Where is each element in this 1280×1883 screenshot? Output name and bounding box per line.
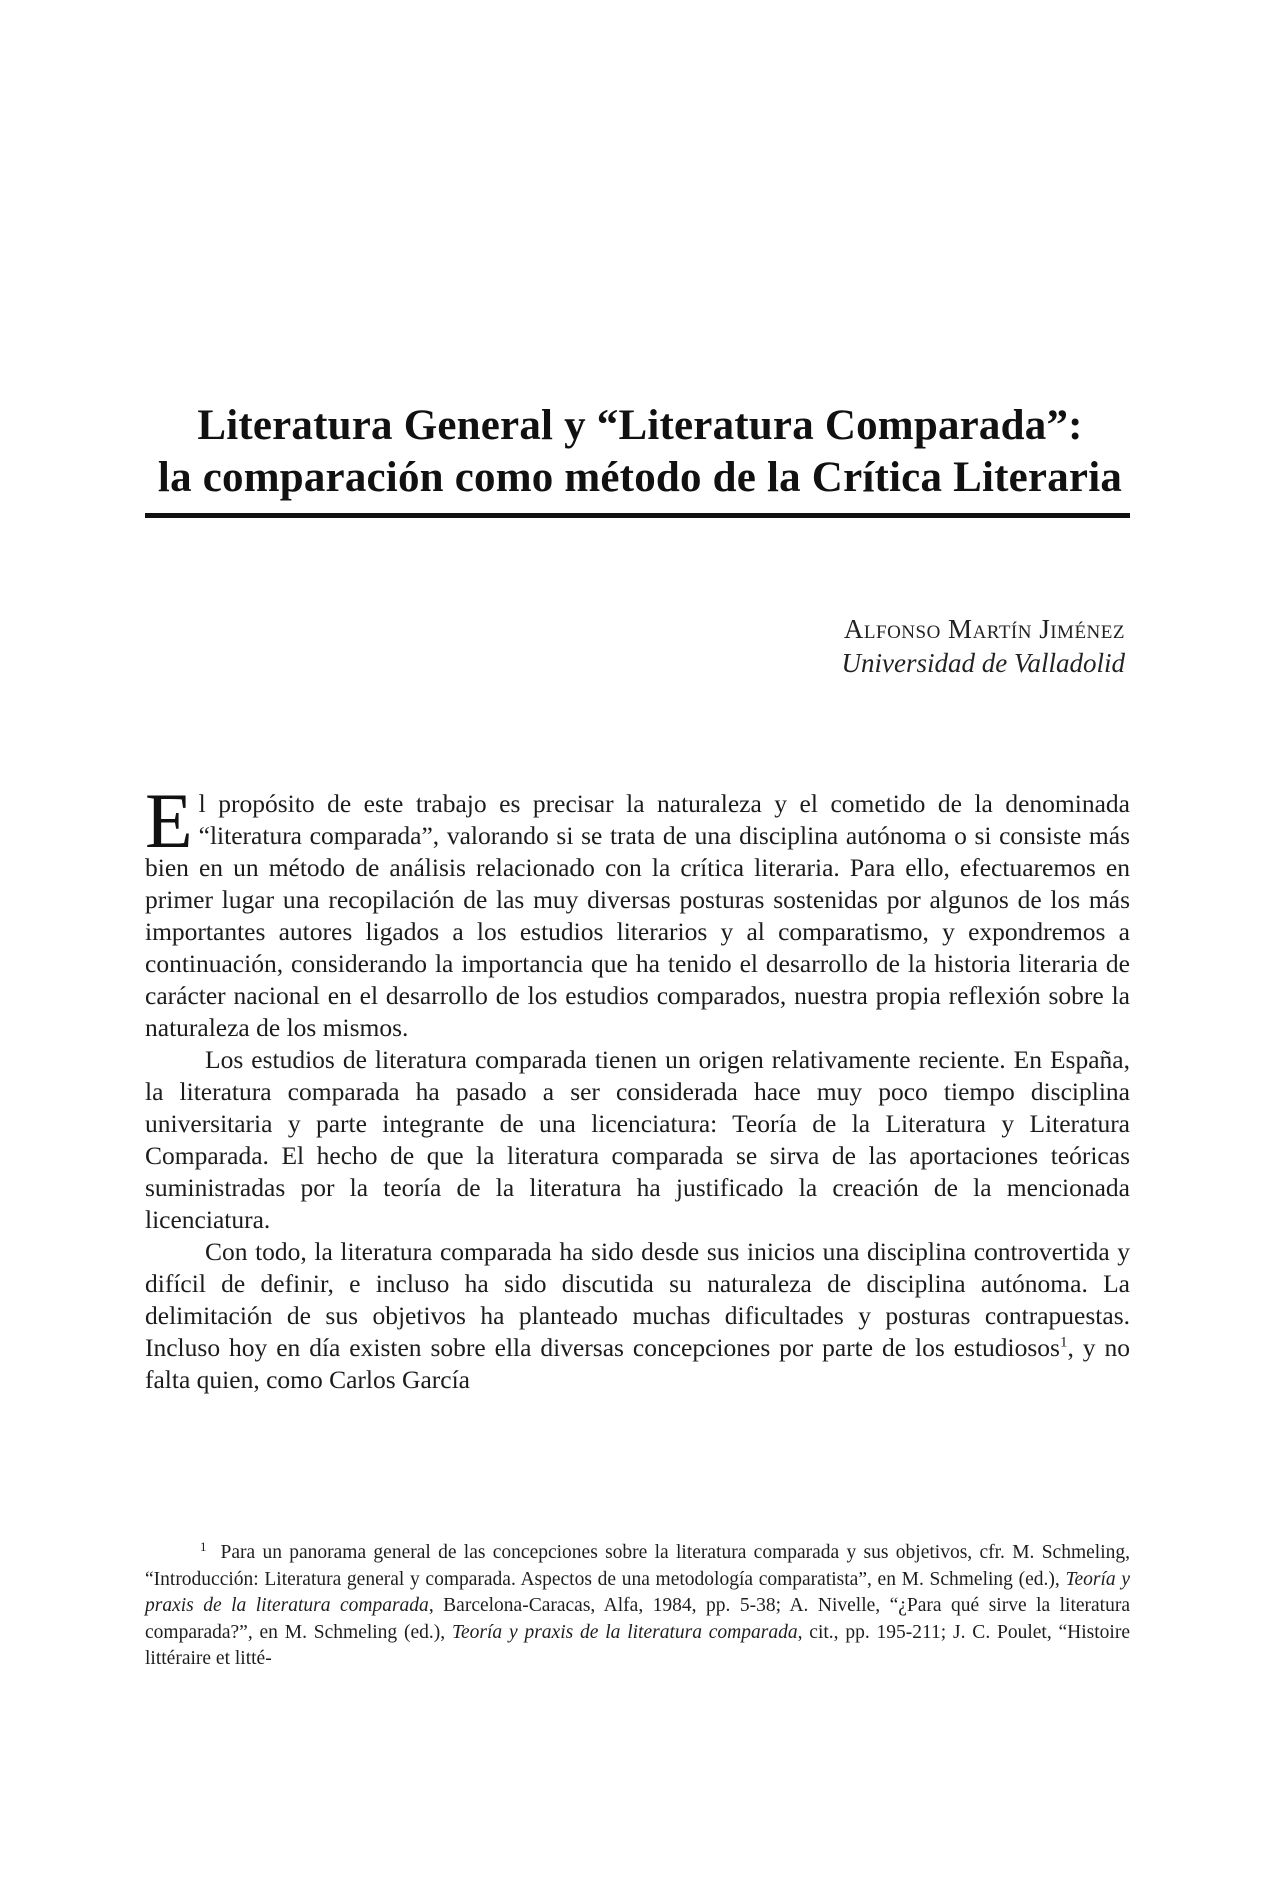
footnote-book-title-1: Teoría y praxis de la literatura comparada: [145, 1568, 1130, 1616]
title-line-1: Literatura General y “Literatura Comparada”:: [197, 402, 1083, 449]
title-divider: [145, 513, 1130, 518]
author-affiliation: Universidad de Valladolid: [841, 648, 1125, 678]
paragraph-3-text-b: , y no falta quien, como Carlos García: [145, 1333, 1130, 1394]
footnote-reference[interactable]: 1: [1059, 1334, 1068, 1351]
footnote-text-2: , Barcelona-Caracas, Alfa, 1984, pp. 5-38; A. Nivelle, “¿Para qué sirve la literatura comparada?”, en M. Schmeling (ed.),: [145, 1595, 1130, 1643]
paragraph-2: Los estudios de literatura comparada tienen un origen relativamente reciente. En España, la literatura comparada ha pasado a ser considerada hace muy poco tiempo disciplina universitaria y parte integrante de una licenciatura: Teoría de la Literatura y Literatura Comparada. El hecho de que la literatura comparada se sirva de las aportaciones teóricas suministradas por la teoría de la literatura ha justificado la creación de la mencionada licenciatura.: [145, 1045, 1130, 1234]
paragraph-1: [145, 777, 1130, 1044]
footnote: [145, 1540, 1130, 1673]
author-name: Alfonso Martín Jiménez: [843, 614, 1125, 644]
footnote-text-3: , cit., pp. 195-211; J. C. Poulet, “Histoire littéraire et litté-: [145, 1621, 1131, 1669]
footnote-book-title-2: Teoría y praxis de la literatura comparada: [451, 1621, 798, 1643]
byline: [842, 612, 1125, 680]
title-line-2: la comparación como método de la Crítica Literaria: [157, 454, 1123, 501]
paragraph-3: [145, 1236, 1130, 1396]
drop-cap: E: [145, 777, 193, 864]
paragraph-1-text: l propósito de este trabajo es precisar la naturaleza y el cometido de la denominada “literatura comparada”, valorando si se trata de una disciplina autónoma o si consiste más bien en un método de análisis relacionado con la crítica literaria. Para ello, efectuaremos en primer lugar una recopilación de las muy diversas posturas sostenidas por algunos de los más importantes autores ligados a los estudios literarios y al comparatismo, y expondremos a continuación, considerando la importancia que ha tenido el desarrollo de la historia literaria de carácter nacional en el desarrollo de los estudios comparados, nuestra propia reflexión sobre la naturaleza de los mismos.: [145, 789, 1130, 1042]
footnote-number: 1: [200, 1538, 207, 1554]
footnote-1: [145, 1540, 1130, 1673]
article-title: [150, 400, 1130, 504]
paragraph-3-text-a: Con todo, la literatura comparada ha sido desde sus inicios una disciplina controvertida y difícil de definir, e incluso ha sido discutida su naturaleza de disciplina autónoma. La delimitación de sus objetivos ha planteado muchas dificultades y posturas contrapuestas. Incluso hoy en día existen sobre ella diversas concepciones por parte de los estudiosos: [145, 1237, 1130, 1362]
footnote-text-1: Para un panorama general de las concepciones sobre la literatura comparada y sus objetivos, cfr. M. Schmeling, “Introducción: Literatura general y comparada. Aspectos de una metodología comparatista”, en M. Schmeling (ed.),: [145, 1542, 1130, 1590]
article-body: [145, 777, 1130, 1396]
